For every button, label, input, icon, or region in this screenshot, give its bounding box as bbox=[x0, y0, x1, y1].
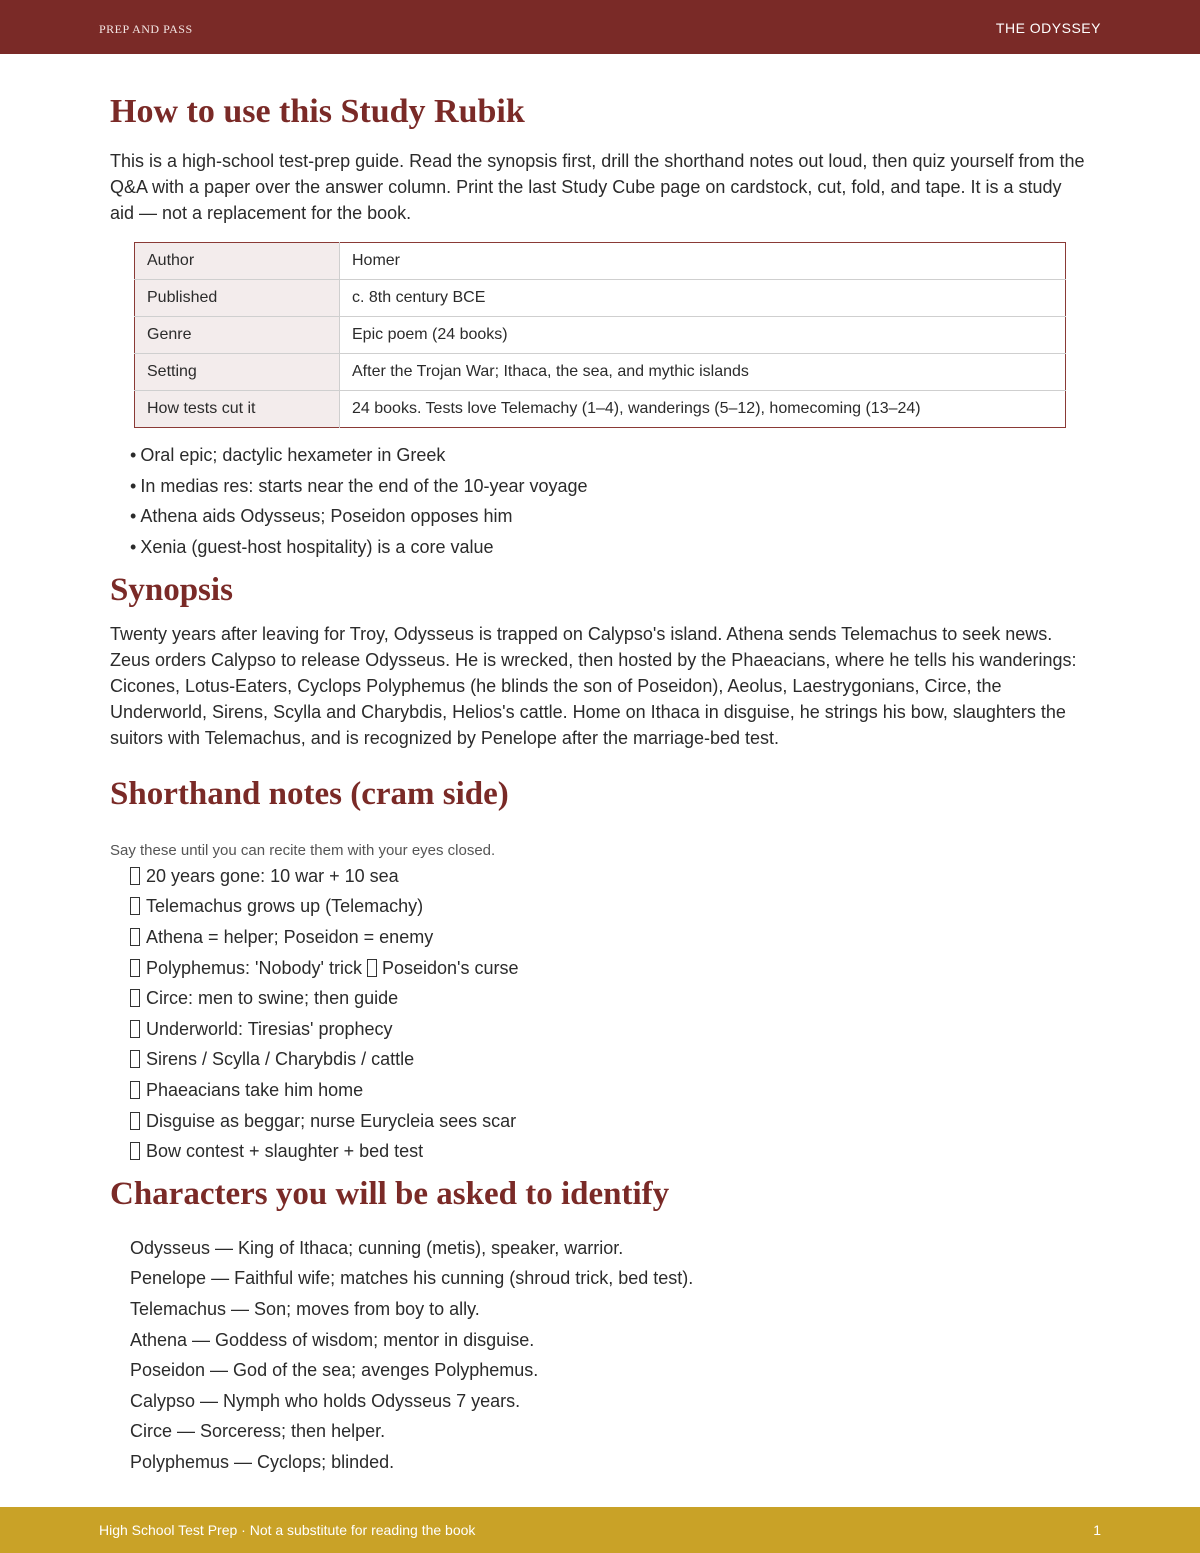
key-facts-list bbox=[130, 440, 1090, 563]
fact-key: Author bbox=[135, 243, 340, 280]
book-title: THE ODYSSEY bbox=[995, 20, 1101, 36]
table-row bbox=[135, 391, 1066, 428]
list-item: Athena — Goddess of wisdom; mentor in disguise. bbox=[130, 1329, 535, 1350]
list-item: Disguise as beggar; nurse Eurycleia sees scar bbox=[130, 1106, 1090, 1137]
list-item: • Athena aids Odysseus; Poseidon opposes him bbox=[130, 506, 513, 527]
list-item: Telemachus grows up (Telemachy) bbox=[130, 891, 1090, 922]
synopsis-heading: Synopsis bbox=[110, 571, 233, 608]
list-item: Athena = helper; Poseidon = enemy bbox=[130, 922, 1090, 953]
page-footer bbox=[0, 1507, 1200, 1553]
shorthand-heading: Shorthand notes (cram side) bbox=[110, 775, 509, 812]
list-item: Poseidon — God of the sea; avenges Polyphemus. bbox=[130, 1360, 539, 1381]
list-item: Odysseus — King of Ithaca; cunning (metis), speaker, warrior. bbox=[130, 1237, 624, 1258]
intro-heading: How to use this Study Rubik bbox=[110, 93, 525, 130]
list-item: Telemachus — Son; moves from boy to ally. bbox=[130, 1298, 480, 1319]
page-header bbox=[0, 0, 1200, 54]
fact-value: 24 books. Tests love Telemachy (1–4), wanderings (5–12), homecoming (13–24) bbox=[352, 400, 921, 417]
list-item: • Oral epic; dactylic hexameter in Greek bbox=[130, 445, 446, 465]
list-item: Underworld: Tiresias' prophecy bbox=[130, 1014, 1090, 1045]
checkbox-icon bbox=[130, 1050, 140, 1068]
list-item: • In medias res: starts near the end of the 10-year voyage bbox=[130, 475, 588, 496]
bullet-icon: • bbox=[130, 445, 137, 465]
shorthand-list bbox=[130, 861, 1090, 1167]
synopsis-text: Twenty years after leaving for Troy, Odysseus is trapped on Calypso's island. Athena sends Telemachus to seek news. Zeus orders Calypso to release Odysseus. He is wrecked, then hosted by the Phaeacians, where he tells his wanderings: Cicones, Lotus-Eaters, Cyclops Polyphemus (he blinds the son of Poseidon), Aeolus, Laestrygonians, Circe, the Underworld, Sirens, Scylla and Charybdis, Helios's cattle. Home on Ithaca in disguise, he strings his bow, slaughters the suitors with Telemachus, and is recognized by Penelope after the marriage-bed test. bbox=[110, 623, 1077, 748]
fact-value: c. 8th century BCE bbox=[340, 280, 1066, 317]
fact-key: Genre bbox=[135, 317, 340, 354]
table-row bbox=[135, 280, 1066, 317]
list-item: Phaeacians take him home bbox=[130, 1075, 1090, 1106]
main-content bbox=[110, 90, 1090, 1478]
checkbox-icon bbox=[130, 1081, 140, 1099]
characters-heading: Characters you will be asked to identify bbox=[110, 1175, 670, 1212]
list-item: Circe: men to swine; then guide bbox=[130, 983, 1090, 1014]
list-item: • Xenia (guest-host hospitality) is a core value bbox=[130, 537, 494, 558]
table-row bbox=[135, 317, 1066, 354]
list-item: Circe — Sorceress; then helper. bbox=[130, 1421, 386, 1442]
list-item: Polyphemus — Cyclops; blinded. bbox=[130, 1451, 395, 1472]
intro-text: This is a high-school test-prep guide. Read the synopsis first, drill the shorthand notes out loud, then quiz yourself from the Q&A with a paper over the answer column. Print the last Study Cube page on cardstock, cut, fold, and tape. It is a study aid — not a replacement for the book. bbox=[110, 151, 1085, 223]
shorthand-subtitle: Say these until you can recite them with your eyes closed. bbox=[110, 841, 496, 859]
checkbox-icon bbox=[130, 989, 140, 1007]
characters-list bbox=[130, 1233, 1090, 1478]
list-item: 20 years gone: 10 war + 10 sea bbox=[130, 861, 1090, 892]
fact-value: After the Trojan War; Ithaca, the sea, and mythic islands bbox=[340, 354, 1066, 391]
brand-label: PREP AND PASS bbox=[99, 22, 193, 36]
fact-value: Epic poem (24 books) bbox=[340, 317, 1066, 354]
bullet-icon: • bbox=[130, 475, 137, 496]
list-item: Penelope — Faithful wife; matches his cunning (shroud trick, bed test). bbox=[130, 1268, 694, 1289]
footer-note: High School Test Prep · Not a substitute for reading the book bbox=[99, 1522, 476, 1538]
page-number: 1 bbox=[1093, 1522, 1101, 1538]
fact-key: Setting bbox=[135, 354, 340, 391]
list-item: Sirens / Scylla / Charybdis / cattle bbox=[130, 1044, 1090, 1075]
list-item: Polyphemus: 'Nobody' trick Poseidon's curse bbox=[130, 953, 1090, 984]
fact-value: Homer bbox=[340, 243, 1066, 280]
list-item: Bow contest + slaughter + bed test bbox=[130, 1136, 1090, 1167]
bullet-icon: • bbox=[130, 537, 137, 558]
table-row bbox=[135, 243, 1066, 280]
arrow-box-icon bbox=[367, 959, 377, 977]
table-row bbox=[135, 354, 1066, 391]
checkbox-icon bbox=[130, 897, 140, 915]
checkbox-icon bbox=[130, 928, 140, 946]
checkbox-icon bbox=[130, 1020, 140, 1038]
fact-key: How tests cut it bbox=[135, 391, 340, 428]
checkbox-icon bbox=[130, 1112, 140, 1130]
checkbox-icon bbox=[130, 1142, 140, 1160]
bullet-icon: • bbox=[130, 506, 137, 527]
checkbox-icon bbox=[130, 959, 140, 977]
list-item: Calypso — Nymph who holds Odysseus 7 years. bbox=[130, 1390, 521, 1411]
facts-table bbox=[134, 242, 1066, 428]
checkbox-icon bbox=[130, 867, 140, 885]
fact-key: Published bbox=[135, 280, 340, 317]
